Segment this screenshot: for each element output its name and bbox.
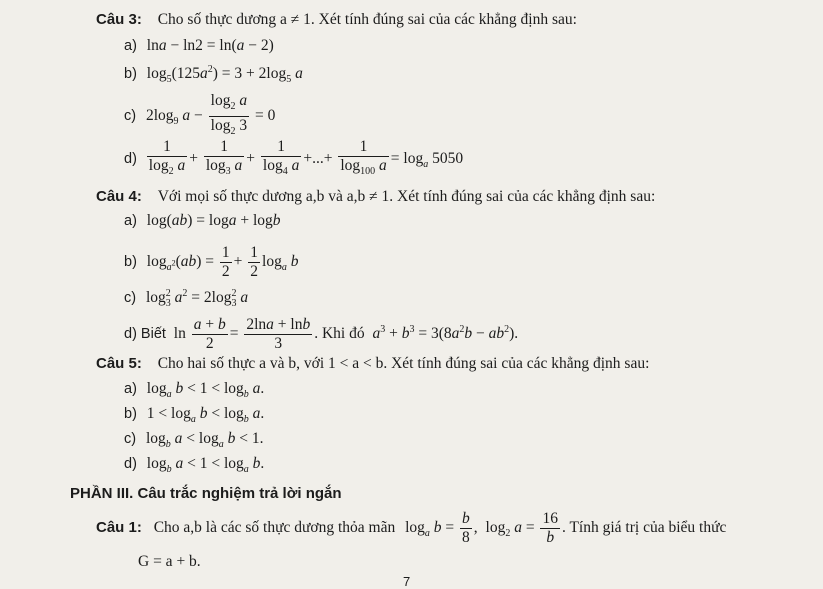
q3-item-b: b) $\log_5(125a^2) = 3 + 2\log_5$ a (124, 64, 303, 86)
q3-label: Câu 3: (96, 11, 142, 28)
q5-item-b: b) $1 < \log_a b < \log_b a$. (124, 405, 265, 426)
q4-text: Với mọi số thực dương a,b và a,b ≠ 1. Xét tính đúng sai của các khẳng định sau: (157, 188, 656, 205)
q3-item-c: c) $2\log_9$ a − $\frac{\log_2 a}{\log_2 3}$ = 0 (124, 92, 276, 138)
q1-expression: G = a + b. (138, 553, 201, 570)
q4-label: Câu 4: (96, 188, 142, 205)
q4-item-b: b) $\log_{a^2}(ab)$ = $\frac{1}{2}$ + $\frac{1}{2}$ $\log_a b$ (124, 244, 299, 280)
part3-title: PHẦN III. Câu trắc nghiệm trả lời ngắn (70, 485, 342, 502)
q1-line: Câu 1: Cho a,b là các số thực dương thỏa mãn $\log_a b$ = $\frac{b}{8}$ , $\log_2 a$ = $\frac{16}{b}$ . Tính giá trị của biểu thức (96, 510, 727, 546)
q3-heading (96, 10, 577, 30)
item-label: d) (124, 456, 137, 472)
item-label: a) (124, 213, 137, 229)
item-label: d) Biết (124, 326, 166, 343)
item-label: c) (124, 431, 137, 447)
q5-label: Câu 5: (96, 355, 142, 372)
q4-d-mid: . Khi đó (314, 325, 365, 343)
q1-text-b: . Tính giá trị của biểu thức (561, 519, 727, 537)
q1-text-a: Cho a,b là các số thực dương thỏa mãn (153, 519, 396, 537)
q3-text: Cho số thực dương a ≠ 1. Xét tính đúng sai của các khẳng định sau: (157, 11, 577, 28)
q3-item-d: d) $\frac{1}{\log_2 a}$ + $\frac{1}{\log_3 a}$ + $\frac{1}{\log_4 a}$ +...+ $\frac{1}{\log_{100} a}$ = $\log_a 5050$ (124, 138, 464, 178)
item-label: a) (124, 38, 137, 54)
q1-label: Câu 1: (96, 519, 142, 537)
item-label: b) (124, 66, 137, 83)
q4-item-c: c) $\log_3^2 a^2 = 2\log_3^2$ a (124, 288, 249, 310)
q4-item-d: d) Biết ln $\frac{a + b}{2}$ = $\frac{2\ln a + \ln b}{3}$ . Khi đó $a^3 + b^3 = 3(8a^2b - ab^2)$. (124, 316, 519, 352)
item-label: c) (124, 108, 137, 125)
q5-item-c: c) $\log_b a < \log_a b < 1$. (124, 430, 264, 451)
item-label: b) (124, 406, 137, 422)
q5-item-a: a) $\log_a b < 1 < \log_b a$. (124, 380, 265, 401)
item-label: b) (124, 254, 137, 271)
item-label: d) (124, 151, 137, 168)
item-label: c) (124, 290, 137, 307)
q5-heading (96, 354, 649, 374)
q4-item-a: a) log(ab) = loga + logb (124, 212, 281, 229)
q5-item-d: d) $\log_b a < 1 < \log_a b$. (124, 455, 265, 476)
q5-text: Cho hai số thực a và b, với 1 < a < b. Xét tính đúng sai của các khẳng định sau: (157, 355, 650, 372)
page-number: 7 (403, 574, 411, 589)
q3-item-a: a) lna − ln2 = ln(a − 2) (124, 37, 274, 54)
item-label: a) (124, 381, 137, 397)
q4-heading (96, 187, 655, 207)
